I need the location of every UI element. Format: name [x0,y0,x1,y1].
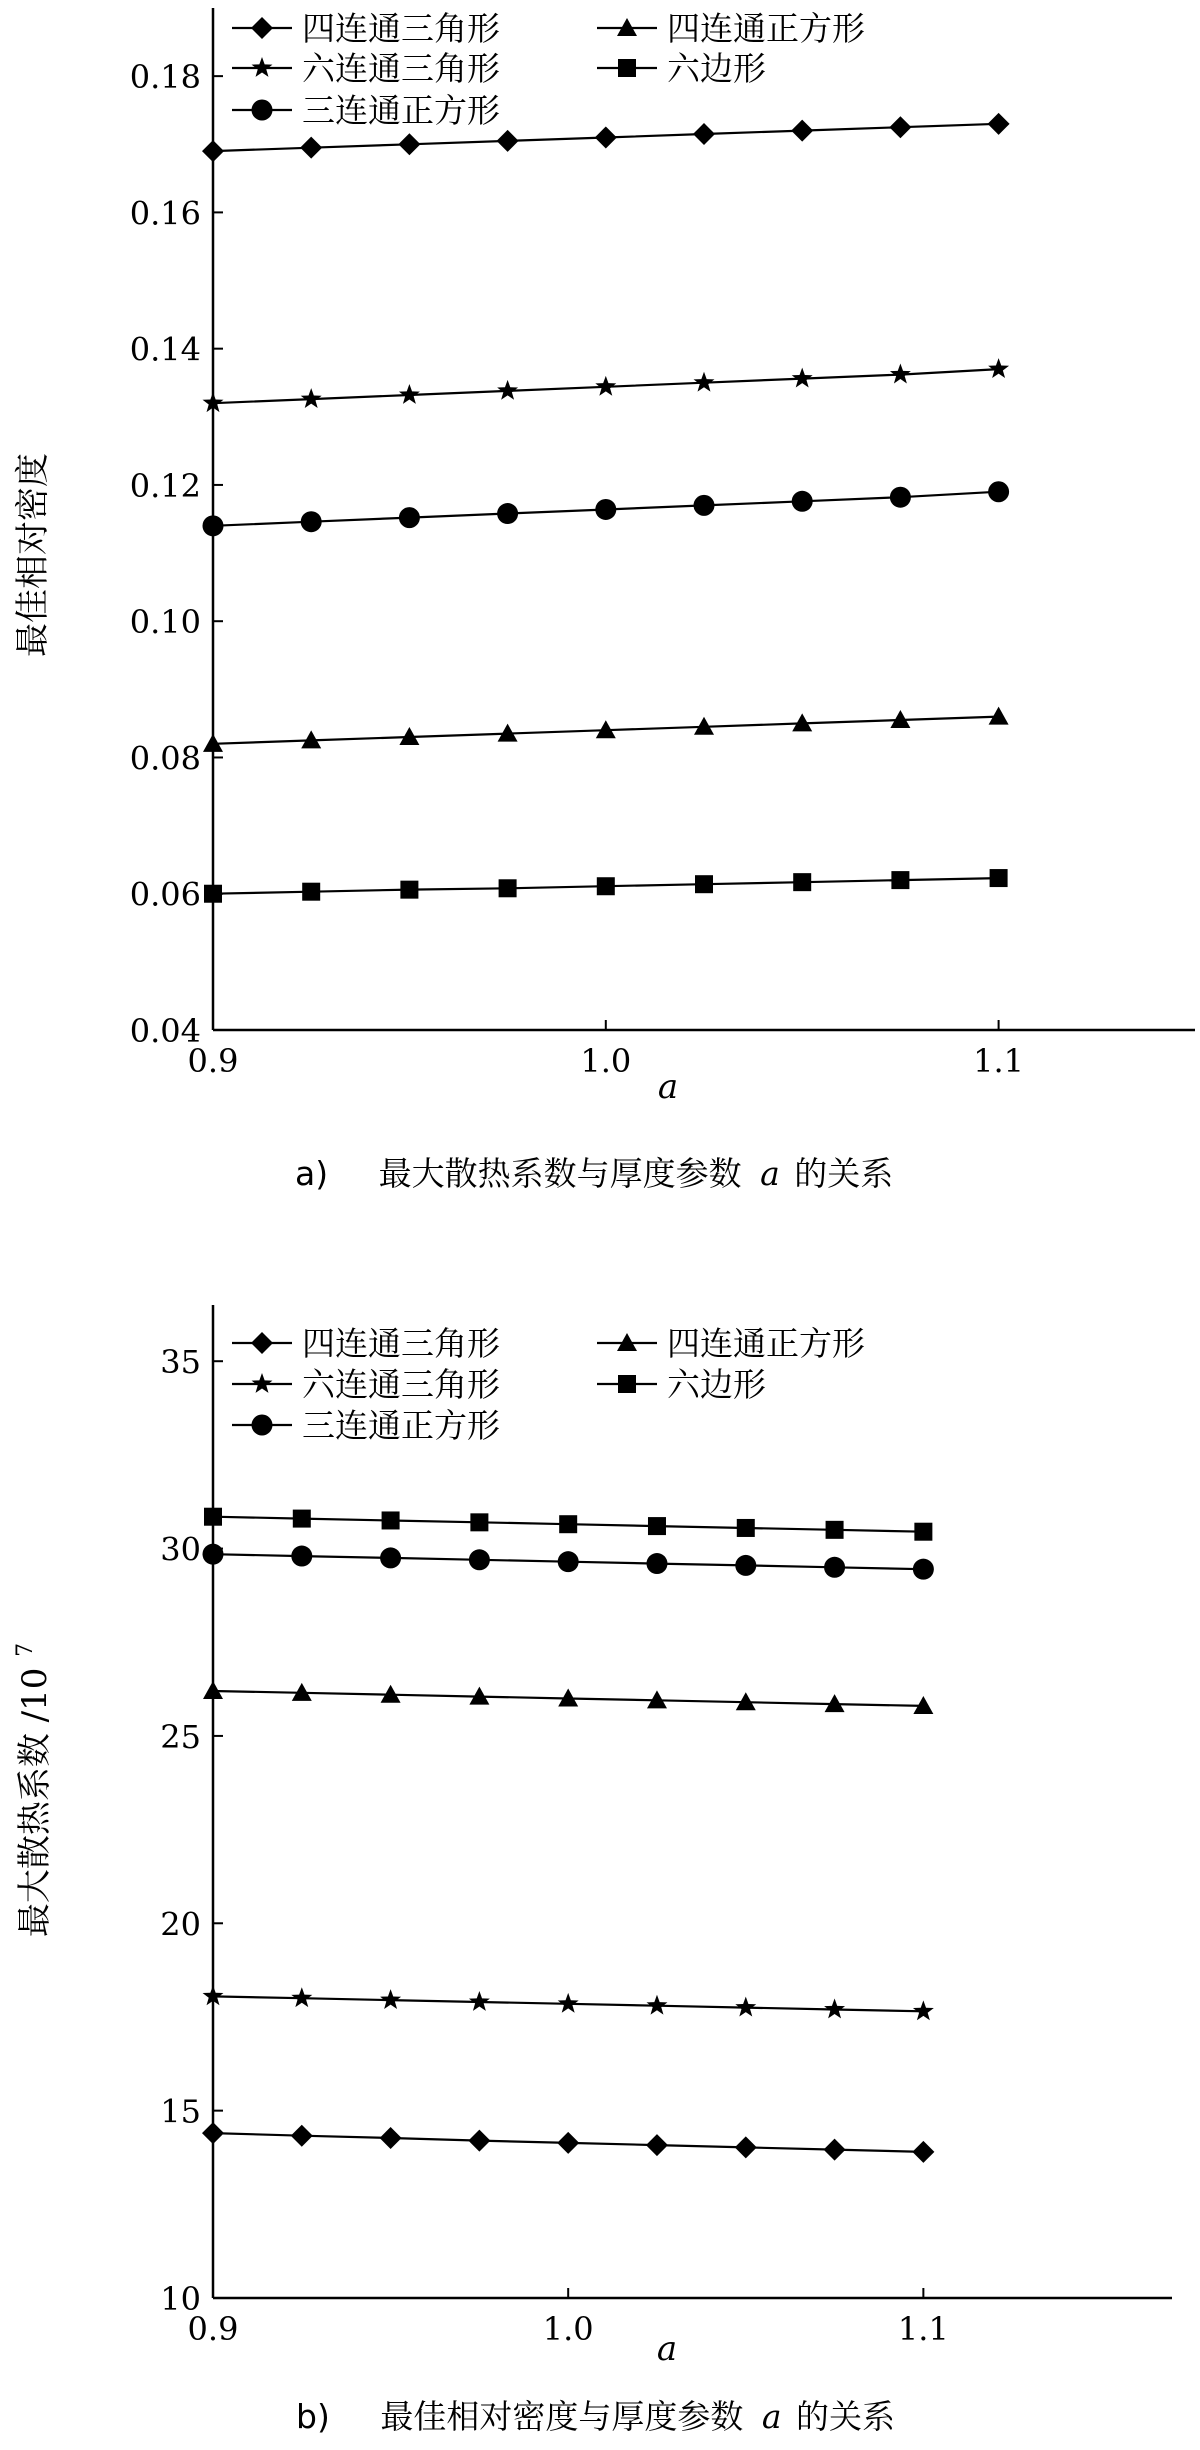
chart-a-caption-label: a) [295,1154,329,1193]
data-point [988,113,1010,135]
data-point [558,1993,579,2013]
chart-b-caption-text: 最佳相对密度与厚度参数 [380,2397,744,2436]
data-point [499,879,517,897]
chart-b-ylabel [13,1643,55,1937]
data-point [399,507,420,528]
chart-b-ylabel-text: 最大散热系数 /10 [15,1667,55,1938]
chart-a-ylabel: 最佳相对密度 [13,453,53,657]
data-point [694,372,715,392]
data-point [202,2122,224,2144]
data-point [291,1987,312,2007]
data-point [559,1515,577,1533]
y-tick-label: 35 [160,1343,201,1382]
chart-b-caption-tail: 的关系 [796,2397,896,2436]
data-point [300,137,322,159]
series-circle [203,481,1010,536]
data-point [648,1517,666,1535]
legend-item [232,49,500,88]
chart-a-series-layer [202,113,1010,903]
data-point [647,1995,668,2015]
y-tick-label: 0.10 [129,603,201,642]
legend-marker [252,1373,273,1393]
y-tick-label: 30 [160,1530,201,1569]
data-point [735,1555,756,1576]
series-triangle [203,707,1009,752]
data-point [595,376,616,396]
y-tick-label: 0.14 [129,330,201,369]
data-point [203,515,224,536]
data-point [735,2136,757,2158]
y-tick-label: 0.16 [129,194,201,233]
data-point [913,2000,934,2020]
y-tick-label: 0.18 [129,58,201,97]
data-point [291,2125,313,2147]
chart-b-ylabel-exp: 7 [13,1642,38,1657]
y-tick-label: 25 [160,1717,201,1756]
chart-b-caption-label: b) [296,2397,330,2436]
legend-label: 六边形 [667,49,766,88]
data-point [469,1549,490,1570]
data-point [380,1547,401,1568]
data-point [988,358,1009,378]
data-point [469,1991,490,2011]
data-point [291,1546,312,1567]
legend-label: 三连通正方形 [302,91,500,130]
legend-item [232,91,500,130]
data-point [646,2134,668,2156]
data-point [694,495,715,516]
chart-a [13,8,1195,1193]
x-tick-label: 0.9 [187,2310,239,2348]
y-tick-label: 0.06 [129,875,201,914]
y-tick-label: 10 [160,2280,201,2318]
y-tick-label: 0.08 [129,739,201,778]
x-tick-label: 1.1 [897,2310,949,2348]
x-tick-label: 1.1 [973,1042,1025,1080]
data-point [988,481,1009,502]
chart-b-caption-var: a [761,2397,782,2436]
data-point [293,1510,311,1528]
legend-marker [251,1332,273,1354]
data-point [735,1997,756,2017]
legend-item [597,1365,766,1404]
chart-a-caption-text: 最大散热系数与厚度参数 [378,1154,742,1193]
chart-a-caption [295,1154,893,1193]
legend-marker [618,59,636,77]
data-point [398,133,420,155]
legend-item [597,1324,865,1363]
chart-a-legend [232,9,865,130]
x-tick-label: 1.0 [542,2310,594,2348]
data-point [400,881,418,899]
chart-b-axes [160,1305,1172,2348]
x-tick-label: 1.0 [580,1042,632,1080]
data-point [203,1681,223,1699]
legend-item [597,49,766,88]
data-point [202,140,224,162]
series-diamond [202,2122,934,2163]
data-point [890,364,911,384]
data-point [824,1557,845,1578]
legend-label: 六边形 [667,1365,766,1404]
data-point [646,1553,667,1574]
legend-marker [252,1415,273,1436]
chart-b-xlabel: a [656,2329,678,2369]
data-point [470,1513,488,1531]
y-tick-label: 20 [160,1905,201,1944]
legend-item [232,1324,500,1363]
legend-label: 六连通三角形 [302,49,500,88]
series-circle [203,1544,934,1580]
series-square [204,869,1008,903]
data-point [913,1559,934,1580]
y-tick-label: 15 [160,2092,201,2131]
data-point [826,1521,844,1539]
data-point [204,885,222,903]
legend-label: 三连通正方形 [302,1406,500,1445]
legend-marker [251,17,273,39]
data-point [380,1989,401,2009]
data-point [695,875,713,893]
data-point [557,2132,579,2154]
legend-item [232,1365,500,1404]
data-point [497,130,519,152]
data-point [204,1508,222,1526]
chart-b-legend [232,1324,865,1445]
data-point [792,491,813,512]
y-tick-label: 0.04 [129,1012,201,1050]
data-point [737,1519,755,1537]
data-point [497,503,518,524]
series-triangle [203,1681,933,1714]
data-point [301,511,322,532]
data-point [891,871,909,889]
legend-label: 四连通三角形 [302,1324,500,1363]
data-point [558,1551,579,1572]
chart-b-series-layer [202,1508,934,2163]
legend-label: 六连通三角形 [302,1365,500,1404]
chart-a-caption-tail: 的关系 [794,1154,894,1193]
data-point [301,388,322,408]
data-point [791,120,813,142]
data-point [597,877,615,895]
legend-marker [252,57,273,77]
y-tick-label: 0.12 [129,466,201,505]
x-tick-label: 0.9 [187,1042,239,1080]
data-point [914,1523,932,1541]
data-point [595,499,616,520]
chart-a-axes [130,8,1195,1080]
chart-a-caption-var: a [760,1154,780,1193]
legend-item [232,9,500,48]
series-square [204,1508,932,1541]
series-star [203,358,1010,412]
data-point [824,2139,846,2161]
chart-a-xlabel: a [657,1067,679,1107]
data-point [793,873,811,891]
data-point [912,2141,934,2163]
data-point [382,1511,400,1529]
legend-label: 四连通正方形 [667,1324,865,1363]
data-point [890,487,911,508]
legend-label: 四连通正方形 [667,9,865,48]
data-point [468,2130,490,2152]
data-point [990,869,1008,887]
legend-label: 四连通三角形 [302,9,500,48]
legend-item [232,1406,500,1445]
data-point [595,126,617,148]
data-point [302,883,320,901]
data-point [203,1544,224,1565]
data-point [399,384,420,404]
legend-item [597,9,865,48]
legend-marker [252,100,273,121]
data-point [989,707,1009,725]
data-point [792,368,813,388]
series-star [203,1985,934,2020]
data-point [889,116,911,138]
data-point [824,1998,845,2018]
chart-b-caption [296,2397,895,2436]
data-point [497,380,518,400]
data-point [380,2127,402,2149]
legend-marker [618,1375,636,1393]
data-point [693,123,715,145]
chart-b [13,1305,1172,2436]
